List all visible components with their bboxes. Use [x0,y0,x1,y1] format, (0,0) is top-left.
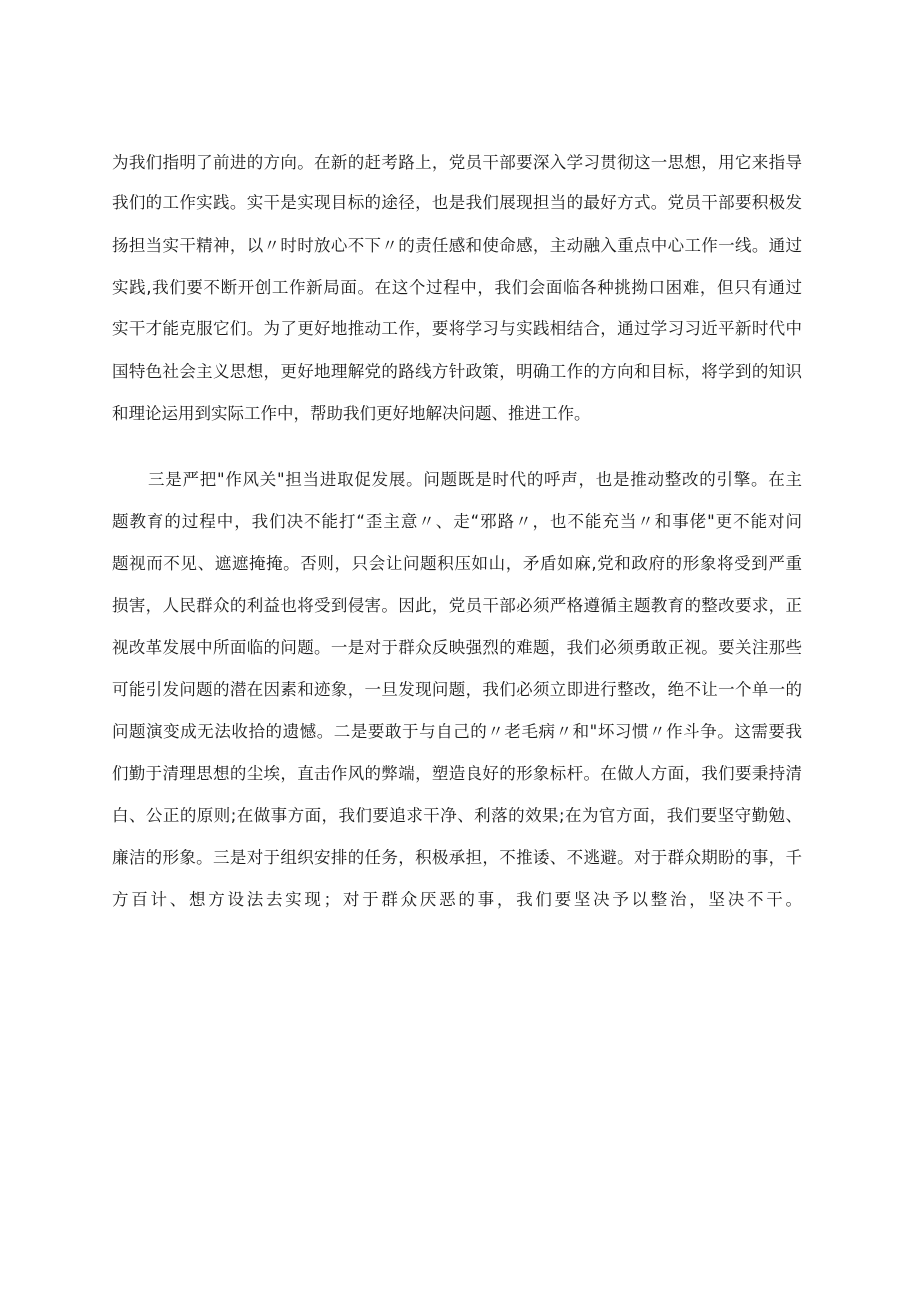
paragraph-line: 损害，人民群众的利益也将受到侵害。因此，党员干部必须严格遵循主题教育的整改要求，正 [112,596,802,615]
paragraph-line: 为我们指明了前进的方向。在新的赶考路上，党员干部要深入学习贯彻这一思想，用它来指导 [112,153,802,172]
paragraph-line: 问题演变成无法收拾的遗憾。二是要敢于与自己的〃老毛病〃和"坏习惯〃作斗争。这需要我 [112,722,802,741]
paragraph-line: 方百计、想方设法去实现；对于群众厌恶的事，我们要坚决予以整治，坚决不干。 [112,890,802,909]
paragraph-line: 们勤于清理思想的尘埃，直击作风的弊端，塑造良好的形象标杆。在做人方面，我们要秉持清 [112,764,802,783]
paragraph-line: 实践,我们要不断开创工作新局面。在这个过程中，我们会面临各种挑拗口困难，但只有通过 [112,278,802,297]
paragraph-line: 和理论运用到实际工作中，帮助我们更好地解决问题、推进工作。 [112,404,591,423]
paragraph-line: 题教育的过程中，我们决不能打“歪主意〃、走“邪路〃，也不能充当〃和事佬"更不能对问 [112,512,802,531]
paragraph-line: 我们的工作实践。实干是实现目标的途径，也是我们展现担当的最好方式。党员干部要积极发 [112,193,802,212]
paragraph-line: 可能引发问题的潜在因素和迹象，一旦发现问题，我们必须立即进行整改，绝不让一个单一的 [112,680,802,699]
paragraph-line: 扬担当实干精神，以〃时时放心不下〃的责任感和使命感，主动融入重点中心工作一线。通过 [112,236,802,255]
paragraph-line: 视改革发展中所面临的问题。一是对于群众反映强烈的难题，我们必须勇敢正视。要关注那些 [112,638,802,657]
paragraph-line: 白、公正的原则;在做事方面，我们要追求干净、利落的效果;在为官方面，我们要坚守勤勉、 [112,806,802,825]
paragraph-line: 三是严把"作风关"担当进取促发展。问题既是时代的呼声，也是推动整改的引擎。在主 [148,470,802,489]
paragraph-line: 题视而不见、遮遮掩掩。否则，只会让问题积压如山，矛盾如麻,党和政府的形象将受到严重 [112,554,802,573]
paragraph-line: 实干才能克服它们。为了更好地推动工作，要将学习与实践相结合，通过学习习近平新时代中 [112,319,802,338]
paragraph-line: 国特色社会主义思想，更好地理解党的路线方针政策，明确工作的方向和目标，将学到的知识 [112,362,802,381]
paragraph-line: 廉洁的形象。三是对于组织安排的任务，积极承担，不推诿、不逃避。对于群众期盼的事，千 [112,848,802,867]
